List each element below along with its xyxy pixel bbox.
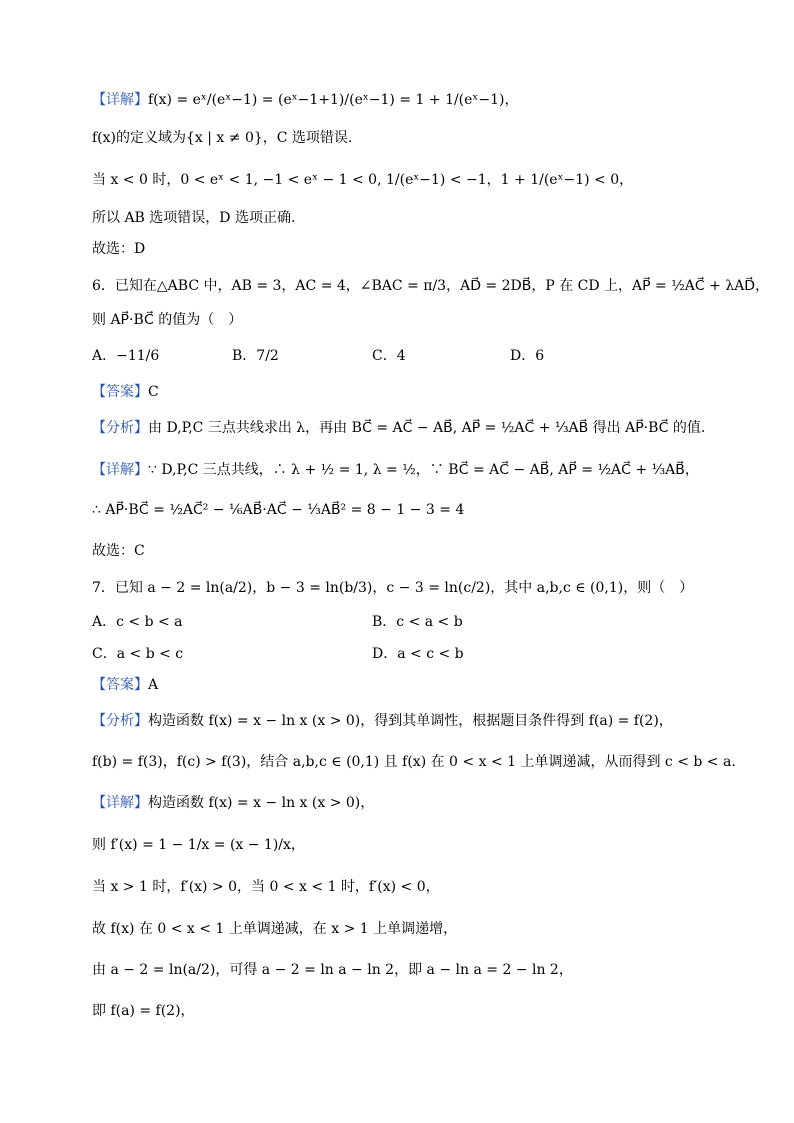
q7-option-a: A．c < b < a xyxy=(92,614,183,630)
text: A xyxy=(148,677,159,693)
line-1 xyxy=(92,90,518,110)
line-22 xyxy=(92,1001,195,1021)
line-5 xyxy=(92,239,145,259)
line-2 xyxy=(92,128,352,148)
text: 构造函数 f(x) = x − ln x (x > 0)， xyxy=(148,795,375,811)
text: 则 f′(x) = 1 − 1/x = (x − 1)/x， xyxy=(92,837,305,853)
text: f(x) = eˣ/(eˣ−1) = (eˣ−1+1)/(eˣ−1) = 1 + 1/(eˣ−1)， xyxy=(148,92,519,108)
text: 即 f(a) = f(2)， xyxy=(92,1003,195,1019)
q6-option-d: D．6 xyxy=(510,348,545,364)
label: 【详解】 xyxy=(92,462,148,478)
line-9 xyxy=(92,418,705,438)
label: 【分析】 xyxy=(92,420,148,436)
text: 由 a − 2 = ln(a/2)，可得 a − 2 = ln a − ln 2，即 a − ln a = 2 − ln 2， xyxy=(92,962,573,978)
line-6 xyxy=(92,276,769,296)
line-13 xyxy=(92,578,693,598)
line-20 xyxy=(92,919,457,939)
text: C xyxy=(148,384,159,400)
label: 【详解】 xyxy=(92,795,148,811)
text: 当 x < 0 时，0 < eˣ < 1, −1 < eˣ − 1 < 0, 1/(eˣ−1) < −1，1 + 1/(eˣ−1) < 0， xyxy=(92,172,634,188)
q6-option-c: C．4 xyxy=(372,348,406,364)
line-16 xyxy=(92,752,736,772)
text: ∵ D,P,C 三点共线，∴ λ + ½ = 1, λ = ½，∵ BC⃗ = AC⃗ − AB⃗, AP⃗ = ½AC⃗ + ⅓AB⃗， xyxy=(148,462,699,478)
q7-option-b: B．c < a < b xyxy=(372,614,463,630)
text: 当 x > 1 时，f′(x) > 0，当 0 < x < 1 时，f′(x) < 0， xyxy=(92,879,440,895)
line-15 xyxy=(92,711,673,731)
text: 6．已知在△ABC 中，AB = 3，AC = 4，∠BAC = π/3，AD⃗ = 2DB⃗，P 在 CD 上，AP⃗ = ½AC⃗ + λAD⃗， xyxy=(92,278,770,294)
label: 【答案】 xyxy=(92,384,148,400)
text: 则 AP⃗·BC⃗ 的值为（ ） xyxy=(92,312,243,328)
line-11 xyxy=(92,500,464,520)
text: ∴ AP⃗·BC⃗ = ½AC⃗² − ⅙AB⃗·AC⃗ − ⅓AB⃗² = 8 − 1 − 3 = 4 xyxy=(92,502,465,518)
line-19 xyxy=(92,877,440,897)
text: 构造函数 f(x) = x − ln x (x > 0)，得到其单调性，根据题目条件得到 f(a) = f(2)， xyxy=(148,713,673,729)
q7-option-d: D．a < c < b xyxy=(372,646,464,662)
text: 所以 AB 选项错误，D 选项正确. xyxy=(92,210,296,226)
label: 【详解】 xyxy=(92,92,148,108)
text: 故 f(x) 在 0 < x < 1 上单调递减，在 x > 1 上单调递增， xyxy=(92,921,458,937)
label: 【分析】 xyxy=(92,713,148,729)
text: 故选：D xyxy=(92,241,146,257)
q6-option-b: B．7/2 xyxy=(232,348,279,364)
text: f(b) = f(3)，f(c) > f(3)，结合 a,b,c ∈ (0,1) 且 f(x) 在 0 < x < 1 上单调递减，从而得到 c < b < a. xyxy=(92,754,736,770)
q7-option-c: C．a < b < c xyxy=(92,646,184,662)
line-10 xyxy=(92,460,699,480)
label: 【答案】 xyxy=(92,677,148,693)
line-7 xyxy=(92,310,242,330)
line-17 xyxy=(92,793,374,813)
line-14 xyxy=(92,675,158,695)
line-12 xyxy=(92,541,145,561)
line-3 xyxy=(92,170,633,190)
line-18 xyxy=(92,835,305,855)
text: f(x)的定义域为{x | x ≠ 0}，C 选项错误. xyxy=(92,130,353,146)
q6-option-a: A．−11/6 xyxy=(92,348,160,364)
text: 由 D,P,C 三点共线求出 λ，再由 BC⃗ = AC⃗ − AB⃗, AP⃗ = ½AC⃗ + ⅓AB⃗ 得出 AP⃗·BC⃗ 的值. xyxy=(148,420,706,436)
line-21 xyxy=(92,960,573,980)
text: 7．已知 a − 2 = ln(a/2)，b − 3 = ln(b/3)，c − 3 = ln(c/2)，其中 a,b,c ∈ (0,1)，则（ ） xyxy=(92,580,694,596)
text: 故选：C xyxy=(92,543,145,559)
line-8 xyxy=(92,382,159,402)
line-4 xyxy=(92,208,295,228)
